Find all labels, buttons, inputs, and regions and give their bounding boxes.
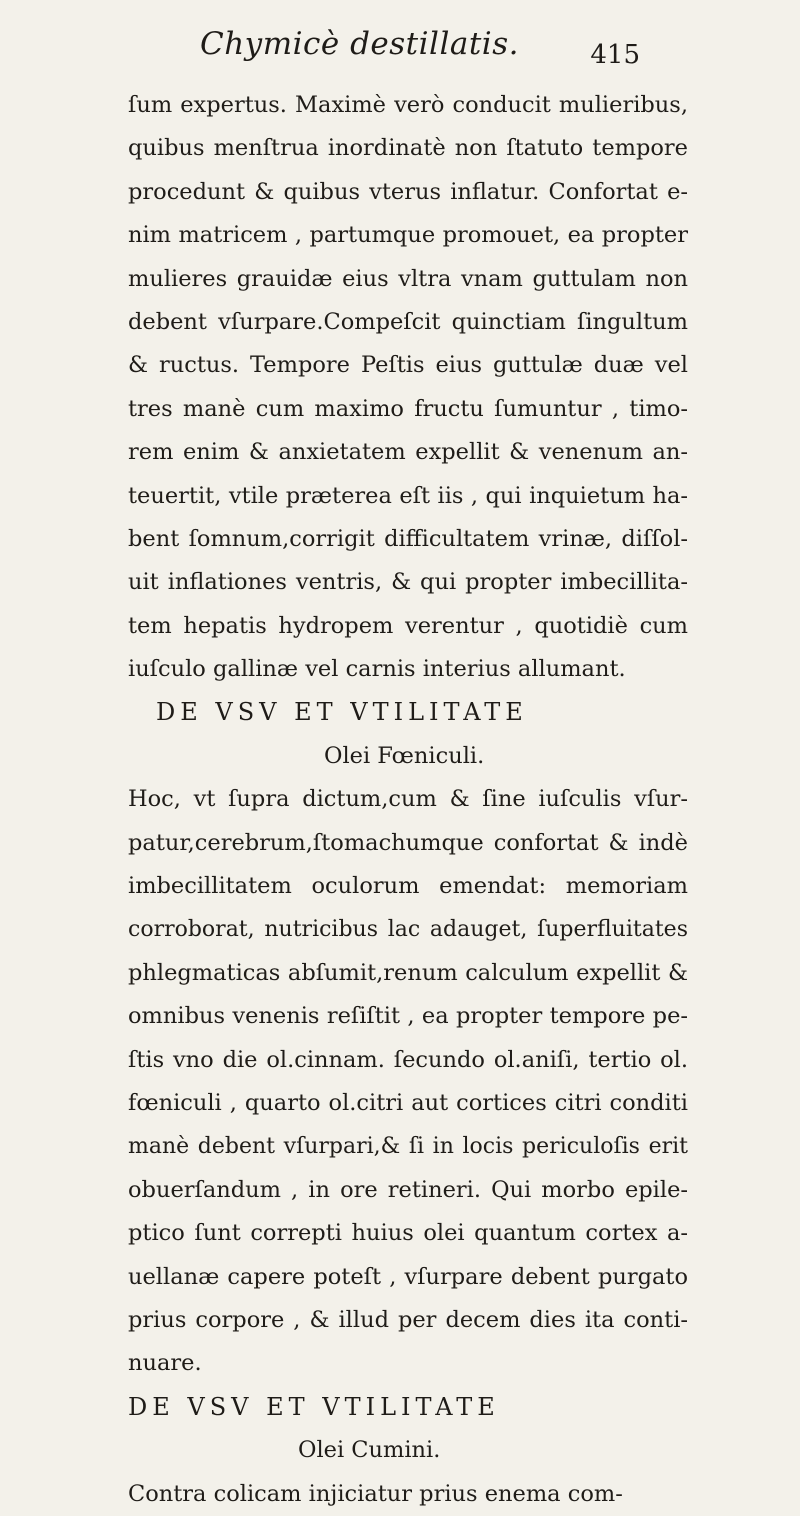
text-line: tres manè cum maximo fructu ſumuntur , timo- (128, 395, 688, 422)
section-heading-2: DE VSV ET VTILITATE (128, 1392, 500, 1421)
text-line: iuſculo gallinæ vel carnis interius allumant. (128, 656, 626, 683)
text-line: ſtis vno die ol.cinnam. ſecundo ol.aniſi, tertio ol. (128, 1046, 688, 1073)
text-line: uellanæ capere poteſt , vſurpare debent purgato (128, 1263, 688, 1290)
page-number: 415 (590, 40, 640, 70)
text-line: nuare. (128, 1350, 202, 1377)
text-line: quibus menſtrua inordinatè non ſtatuto tempore (128, 135, 688, 162)
running-title: Chymicè destillatis. (200, 26, 519, 62)
text-line: teuertit, vtile præterea eſt iis , qui inquietum ha- (128, 482, 688, 509)
text-line: rem enim & anxietatem expellit & venenum an- (128, 439, 688, 466)
text-line: Hoc, vt ſupra dictum,cum & ſine iuſculis vſur- (128, 786, 688, 813)
text-line: fœniculi , quarto ol.citri aut cortices citri conditi (128, 1089, 688, 1116)
text-line: & ructus. Tempore Peſtis eius guttulæ duæ vel (128, 352, 688, 379)
text-line: bent ſomnum,corrigit difficultatem vrinæ, diſſol- (128, 525, 688, 552)
text-line: debent vſurpare.Compeſcit quinctiam ſingultum (128, 308, 688, 335)
text-line: mulieres grauidæ eius vltra vnam guttulam non (128, 265, 688, 292)
text-line: imbecillitatem oculorum emendat: memoriam (128, 873, 688, 900)
text-line: Contra colicam injiciatur prius enema com- (128, 1480, 623, 1507)
text-line: procedunt & quibus vterus inflatur. Confortat e- (128, 178, 688, 205)
paragraph-3 (128, 1473, 688, 1516)
page-header (200, 14, 640, 74)
text-line: ſum expertus. Maximè verò conducit mulieribus, (128, 92, 688, 118)
paragraph-1 (128, 84, 688, 691)
text-line: patur,cerebrum,ſtomachumque confortat & indè (128, 829, 688, 856)
section-subheading-2: Olei Cumini. (298, 1437, 441, 1464)
paragraph-2 (128, 778, 688, 1385)
text-line: uit inflationes ventris, & qui propter imbecillita- (128, 569, 688, 596)
text-line: tem hepatis hydropem verentur , quotidiè cum (128, 612, 688, 639)
text-line: nim matricem , partumque promouet, ea propter (128, 222, 688, 249)
text-line: corroborat, nutricibus lac adauget, ſuperfluitates (128, 917, 688, 943)
text-block (128, 84, 688, 1516)
text-line: omnibus venenis reſiſtit , ea propter tempore pe- (128, 1003, 688, 1030)
text-line: phlegmaticas abſumit,renum calculum expellit & (128, 959, 688, 986)
section-heading-1: DE VSV ET VTILITATE (156, 698, 528, 727)
text-line: prius corpore , & illud per decem dies ita conti- (128, 1306, 688, 1333)
text-line: ptico ſunt correpti huius olei quantum cortex a- (128, 1220, 688, 1247)
text-line: obuerſandum , in ore retineri. Qui morbo epile- (128, 1176, 688, 1203)
section-subheading-1: Olei Fœniculi. (324, 742, 485, 769)
text-line: manè debent vſurpari,& ſi in locis periculoſis erit (128, 1134, 688, 1160)
